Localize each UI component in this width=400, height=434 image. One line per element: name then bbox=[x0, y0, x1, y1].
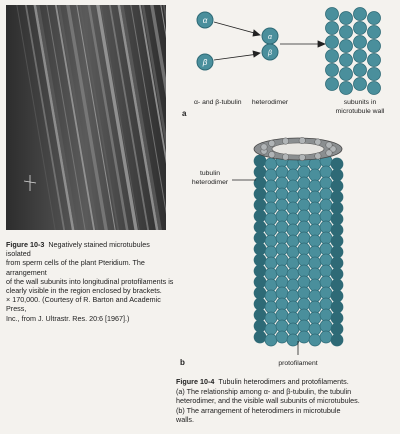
wall-subunit bbox=[354, 78, 367, 91]
tubulin-subunit bbox=[298, 210, 310, 222]
tubulin-subunit bbox=[331, 158, 343, 170]
tubulin-subunit bbox=[265, 290, 277, 302]
tubulin-subunit bbox=[309, 246, 321, 258]
svg-text:α: α bbox=[268, 34, 272, 41]
tubulin-subunit bbox=[309, 191, 321, 203]
tubulin-subunit bbox=[309, 235, 321, 247]
tubulin-subunit bbox=[320, 309, 332, 321]
wall-subunit bbox=[340, 54, 353, 67]
micrograph-image bbox=[6, 5, 166, 230]
tubulin-subunit bbox=[287, 279, 299, 291]
tubulin-subunit bbox=[265, 180, 277, 192]
tubulin-subunit bbox=[298, 221, 310, 233]
tubulin-subunit bbox=[309, 279, 321, 291]
tubulin-subunit bbox=[320, 166, 332, 178]
beta-tubulin-subunit bbox=[197, 54, 213, 70]
tubulin-subunit bbox=[309, 290, 321, 302]
tubulin-subunit bbox=[265, 224, 277, 236]
tubulin-subunit bbox=[331, 169, 343, 181]
tubulin-subunit bbox=[287, 301, 299, 313]
tubulin-subunit bbox=[320, 265, 332, 277]
wall-subunit bbox=[354, 36, 367, 49]
label-tubulin-heterodimer-line2: heterodimer bbox=[191, 179, 229, 186]
tubulin-subunit bbox=[254, 265, 266, 277]
tubulin-subunit bbox=[309, 268, 321, 280]
tubulin-subunit bbox=[309, 169, 321, 181]
micrograph-texture bbox=[6, 5, 166, 230]
tubulin-subunit bbox=[287, 180, 299, 192]
tubulin-subunit bbox=[309, 180, 321, 192]
tubulin-subunit bbox=[265, 191, 277, 203]
tubulin-subunit bbox=[265, 268, 277, 280]
tubulin-subunit bbox=[320, 276, 332, 288]
tubulin-subunit bbox=[320, 320, 332, 332]
tubulin-subunit bbox=[276, 331, 288, 343]
microtubule-wall bbox=[254, 155, 343, 346]
tubulin-subunit bbox=[298, 331, 310, 343]
tubulin-subunit bbox=[298, 298, 310, 310]
tubulin-subunit bbox=[287, 257, 299, 269]
tubulin-subunit bbox=[320, 210, 332, 222]
tubulin-subunit bbox=[276, 309, 288, 321]
tubulin-subunit bbox=[265, 202, 277, 214]
tubulin-subunit bbox=[331, 334, 343, 346]
tubulin-subunit bbox=[331, 246, 343, 258]
wall-subunit bbox=[340, 12, 353, 25]
tubulin-subunit bbox=[331, 323, 343, 335]
tubulin-subunit bbox=[287, 268, 299, 280]
tubulin-subunit bbox=[254, 199, 266, 211]
ring-subunit bbox=[299, 154, 305, 160]
tubulin-subunit bbox=[287, 191, 299, 203]
wall-subunit bbox=[340, 82, 353, 95]
tubulin-subunit bbox=[276, 320, 288, 332]
wall-subunit bbox=[354, 50, 367, 63]
tubulin-subunit bbox=[309, 323, 321, 335]
figure-10-4a-diagram bbox=[180, 0, 400, 120]
tubulin-subunit bbox=[276, 221, 288, 233]
tubulin-subunit bbox=[309, 224, 321, 236]
wall-subunit bbox=[368, 68, 381, 81]
wall-subunit bbox=[368, 26, 381, 39]
ring-subunit bbox=[315, 153, 321, 159]
label-heterodimer: heterodimer bbox=[251, 99, 289, 106]
tubulin-subunit bbox=[287, 323, 299, 335]
tubulin-subunit bbox=[320, 287, 332, 299]
caption-line: × 170,000. (Courtesy of R. Barton and Academic Press, bbox=[6, 295, 161, 314]
tubulin-subunit bbox=[276, 210, 288, 222]
tubulin-subunit bbox=[276, 298, 288, 310]
tubulin-subunit bbox=[320, 177, 332, 189]
caption-line: (b) The arrangement of heterodimers in microtubule bbox=[176, 405, 341, 415]
ring-subunit bbox=[261, 144, 267, 150]
tubulin-subunit bbox=[331, 268, 343, 280]
tubulin-subunit bbox=[298, 265, 310, 277]
label-protofilament: protofilament bbox=[278, 360, 318, 367]
panel-a-letter: a bbox=[182, 109, 187, 118]
label-tubulin: α- and β-tubulin bbox=[194, 99, 242, 106]
figure-10-3-caption bbox=[6, 240, 174, 323]
tubulin-subunit bbox=[320, 331, 332, 343]
arrow-to-wall bbox=[280, 41, 325, 47]
beta-symbol: β bbox=[202, 58, 208, 67]
caption-line: from sperm cells of the plant Pteridium. The arrangement bbox=[6, 258, 145, 277]
tubulin-subunit bbox=[287, 312, 299, 324]
figure-10-4-title: Tubulin heterodimers and protofilaments. bbox=[218, 377, 349, 386]
tubulin-subunit bbox=[331, 312, 343, 324]
wall-subunit bbox=[368, 12, 381, 25]
tubulin-subunit bbox=[265, 213, 277, 225]
figure-10-4b-microtubule bbox=[180, 125, 400, 370]
tubulin-subunit bbox=[309, 257, 321, 269]
caption-line: walls. bbox=[176, 415, 194, 425]
tubulin-subunit bbox=[254, 276, 266, 288]
tubulin-subunit bbox=[331, 257, 343, 269]
svg-text:β: β bbox=[268, 50, 272, 57]
tubulin-subunit bbox=[309, 312, 321, 324]
tubulin-subunit bbox=[298, 199, 310, 211]
tubulin-subunit bbox=[254, 155, 266, 167]
tubulin-subunit bbox=[254, 254, 266, 266]
tubulin-subunit bbox=[320, 254, 332, 266]
ring-subunit bbox=[315, 139, 321, 145]
caption-line: heterodimer, and the visible wall subunits of microtubules. bbox=[176, 396, 360, 406]
tubulin-subunit bbox=[331, 301, 343, 313]
tubulin-subunit bbox=[320, 221, 332, 233]
wall-subunit bbox=[326, 22, 339, 35]
tubulin-subunit bbox=[309, 301, 321, 313]
tubulin-subunit bbox=[309, 213, 321, 225]
tubulin-subunit bbox=[265, 158, 277, 170]
ring-subunit bbox=[326, 150, 332, 156]
tubulin-subunit bbox=[265, 235, 277, 247]
tubulin-subunit bbox=[276, 232, 288, 244]
tubulin-subunit bbox=[309, 202, 321, 214]
ring-subunit bbox=[282, 154, 288, 160]
tubulin-subunit bbox=[254, 287, 266, 299]
wall-subunit bbox=[354, 8, 367, 21]
tubulin-subunit bbox=[265, 169, 277, 181]
tubulin-subunit bbox=[254, 309, 266, 321]
caption-line: of the wall subunits into longitudinal protofilaments is bbox=[6, 276, 174, 286]
tubulin-subunit bbox=[254, 177, 266, 189]
tubulin-subunit bbox=[276, 188, 288, 200]
tubulin-subunit bbox=[298, 287, 310, 299]
tubulin-subunit bbox=[254, 210, 266, 222]
tubulin-subunit bbox=[287, 290, 299, 302]
wall-subunit bbox=[326, 64, 339, 77]
tubulin-subunit bbox=[287, 224, 299, 236]
wall-subunit bbox=[368, 40, 381, 53]
tubulin-subunit bbox=[276, 199, 288, 211]
tubulin-subunit bbox=[331, 180, 343, 192]
tubulin-subunit bbox=[298, 232, 310, 244]
tubulin-subunit bbox=[320, 188, 332, 200]
tubulin-subunit bbox=[287, 169, 299, 181]
tubulin-subunit bbox=[298, 309, 310, 321]
caption-line: (a) The relationship among α- and β-tubulin, the tubulin bbox=[176, 386, 352, 396]
tubulin-subunit bbox=[298, 276, 310, 288]
tubulin-subunit bbox=[276, 254, 288, 266]
tubulin-subunit bbox=[298, 188, 310, 200]
wall-subunit bbox=[340, 68, 353, 81]
tubulin-subunit bbox=[276, 287, 288, 299]
tubulin-subunit bbox=[287, 213, 299, 225]
tubulin-subunit bbox=[254, 166, 266, 178]
tubulin-subunit bbox=[298, 320, 310, 332]
wall-subunit bbox=[326, 8, 339, 21]
tubulin-subunit bbox=[287, 334, 299, 346]
label-tubulin-heterodimer-line1: tubulin bbox=[199, 170, 221, 177]
tubulin-subunit bbox=[320, 199, 332, 211]
wall-subunit bbox=[368, 82, 381, 95]
alpha-tubulin-subunit bbox=[197, 12, 213, 28]
tubulin-subunit bbox=[254, 243, 266, 255]
tubulin-subunit bbox=[254, 221, 266, 233]
wall-subunit bbox=[354, 64, 367, 77]
wall-subunit bbox=[340, 26, 353, 39]
ring-subunit bbox=[282, 138, 288, 144]
tubulin-subunit bbox=[287, 235, 299, 247]
tubulin-subunit bbox=[276, 243, 288, 255]
wall-subunit bbox=[340, 40, 353, 53]
tubulin-subunit bbox=[265, 257, 277, 269]
wall-subunit bbox=[368, 54, 381, 67]
tubulin-subunit bbox=[320, 243, 332, 255]
tubulin-subunit bbox=[254, 188, 266, 200]
tubulin-subunit bbox=[265, 334, 277, 346]
tubulin-subunit bbox=[331, 224, 343, 236]
label-subunits-line2: microtubule wall bbox=[335, 108, 385, 115]
tubulin-subunit bbox=[254, 331, 266, 343]
heterodimer bbox=[262, 28, 278, 60]
ring-subunit bbox=[299, 137, 305, 143]
alpha-symbol: α bbox=[202, 16, 208, 25]
tubulin-subunit bbox=[331, 213, 343, 225]
figure-10-4-label: Figure 10-4 bbox=[176, 377, 215, 386]
microtubule-top-ring bbox=[254, 137, 342, 160]
tubulin-subunit bbox=[265, 246, 277, 258]
wall-subunit bbox=[354, 22, 367, 35]
tubulin-subunit bbox=[265, 312, 277, 324]
caption-line: Negatively stained microtubules isolated bbox=[6, 240, 150, 259]
tubulin-subunit bbox=[298, 254, 310, 266]
tubulin-subunit bbox=[265, 279, 277, 291]
arrows-to-heterodimer bbox=[214, 22, 260, 60]
wall-subunit bbox=[326, 36, 339, 49]
caption-line: Inc., from J. Ultrastr. Res. 20:6 [1967].) bbox=[6, 313, 130, 323]
caption-line: clearly visible in the region enclosed by brackets. bbox=[6, 286, 162, 296]
tubulin-subunit bbox=[331, 279, 343, 291]
tubulin-subunit bbox=[265, 301, 277, 313]
tubulin-subunit bbox=[254, 320, 266, 332]
tubulin-subunit bbox=[276, 166, 288, 178]
tubulin-subunit bbox=[254, 232, 266, 244]
figure-10-3-label: Figure 10-3 bbox=[6, 240, 45, 249]
panel-b-letter: b bbox=[180, 358, 185, 367]
tubulin-subunit bbox=[331, 290, 343, 302]
ring-subunit bbox=[269, 140, 275, 146]
tubulin-subunit bbox=[265, 323, 277, 335]
ring-subunit bbox=[326, 142, 332, 148]
tubulin-subunit bbox=[331, 202, 343, 214]
label-subunits-line1: subunits in bbox=[343, 99, 377, 106]
tubulin-subunit bbox=[276, 177, 288, 189]
tubulin-subunit bbox=[331, 191, 343, 203]
tubulin-subunit bbox=[298, 243, 310, 255]
tubulin-subunit bbox=[287, 246, 299, 258]
tubulin-subunit bbox=[287, 202, 299, 214]
tubulin-subunit bbox=[320, 232, 332, 244]
figure-10-4-caption bbox=[176, 377, 400, 425]
tubulin-subunit bbox=[320, 298, 332, 310]
tubulin-subunit bbox=[298, 177, 310, 189]
tubulin-subunit bbox=[276, 265, 288, 277]
tubulin-subunit bbox=[331, 235, 343, 247]
wall-subunits bbox=[326, 8, 381, 95]
wall-subunit bbox=[326, 78, 339, 91]
tubulin-subunit bbox=[254, 298, 266, 310]
ring-subunit bbox=[269, 151, 275, 157]
tubulin-subunit bbox=[276, 276, 288, 288]
wall-subunit bbox=[326, 50, 339, 63]
tubulin-subunit bbox=[298, 166, 310, 178]
tubulin-subunit bbox=[309, 334, 321, 346]
